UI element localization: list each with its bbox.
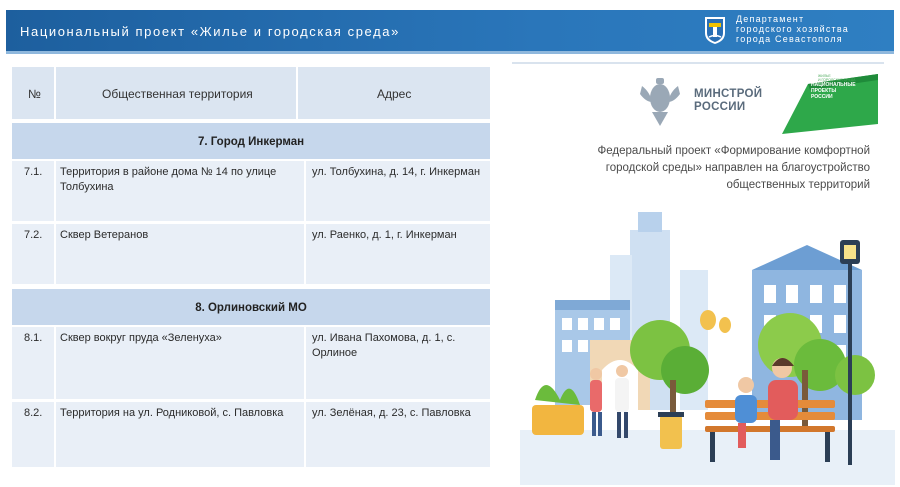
territory-name: Территория на ул. Родниковой, с. Павловка <box>60 407 284 419</box>
section-row <box>12 123 490 159</box>
territory-address: ул. Ивана Пахомова, д. 1, с. Орлиное <box>312 332 456 359</box>
table-header-row <box>12 67 490 119</box>
section-row <box>12 289 490 325</box>
table-row <box>12 161 490 221</box>
minstroy-logo-text: МИНСТРОЙ РОССИИ <box>694 88 763 113</box>
section-title: 7. Город Инкерман <box>197 136 305 148</box>
federal-project-description: Федеральный проект «Формирование комфортной городской среды» направлен на благоустройство общественных территорий <box>597 145 870 191</box>
table-row <box>12 402 490 467</box>
column-header-territory: Общественная территория <box>102 87 253 101</box>
header-title: Национальный проект «Жилье и городская среда» <box>20 24 400 39</box>
national-projects-subtitle: ЖИЛЬЕ И ГОРОДСКАЯ СРЕДА <box>818 74 856 82</box>
row-number: 8.2. <box>24 407 43 419</box>
row-number: 7.1. <box>24 166 43 178</box>
territory-address: ул. Зелёная, д. 23, с. Павловка <box>312 407 471 419</box>
panel-divider <box>512 62 884 64</box>
table-row <box>12 224 490 284</box>
territory-name: Сквер Ветеранов <box>60 229 149 241</box>
row-number: 8.1. <box>24 332 43 344</box>
national-projects-text: НАЦИОНАЛЬНЫЕ ПРОЕКТЫ РОССИИ <box>811 82 856 100</box>
table-row <box>12 327 490 399</box>
column-header-address: Адрес <box>377 87 412 101</box>
territory-name: Территория в районе дома № 14 по улице Толбухина <box>60 166 277 193</box>
header-bar <box>6 10 894 54</box>
territory-address: ул. Толбухина, д. 14, г. Инкерман <box>312 166 481 178</box>
sevastopol-emblem-icon <box>703 15 727 45</box>
section-title: 8. Орлиновский МО <box>195 302 307 314</box>
territory-address: ул. Раенко, д. 1, г. Инкерман <box>312 229 457 241</box>
row-number: 7.2. <box>24 229 43 241</box>
column-header-number: № <box>28 87 41 101</box>
territories-table <box>12 67 490 467</box>
urban-park-illustration-icon <box>520 200 895 485</box>
territory-name: Сквер вокруг пруда «Зеленуха» <box>60 332 222 344</box>
department-name: Департамент городского хозяйства города Севастополя <box>736 14 849 44</box>
